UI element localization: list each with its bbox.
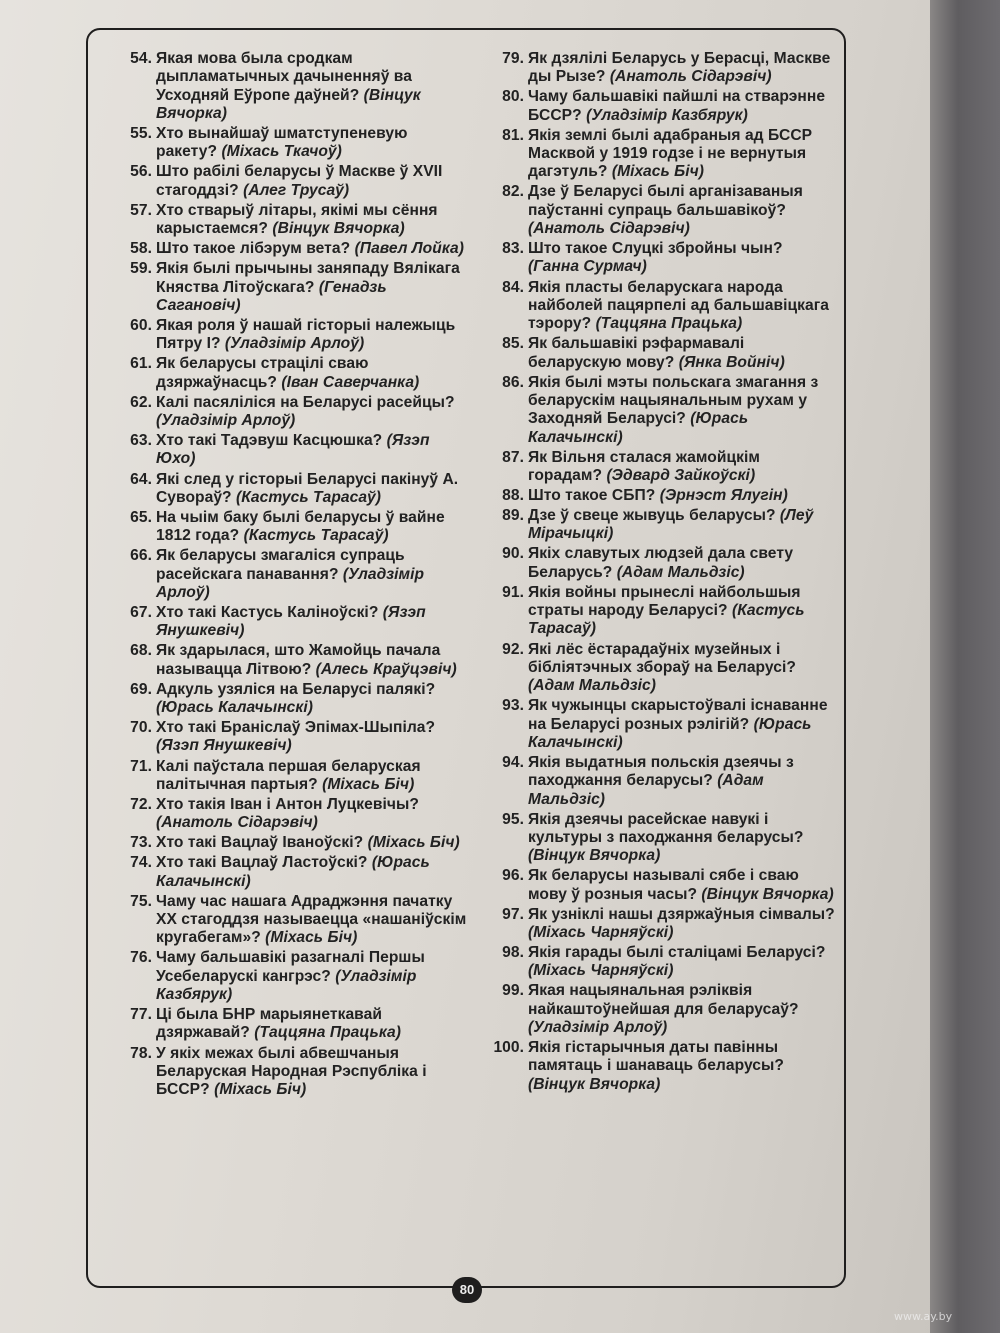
question-item (100, 260, 470, 315)
question-text: Якія выдатныя польскія дзеячы з паходжання беларусы? (528, 753, 794, 790)
question-body (528, 127, 835, 182)
question-number: 58. (130, 240, 152, 258)
question-item (470, 545, 835, 582)
question-number: 81. (502, 126, 524, 144)
question-text: Хто вынайшаў шматступеневую ракету? (156, 124, 408, 161)
right-question-column (470, 50, 835, 1096)
question-item (470, 641, 835, 696)
question-item (100, 163, 470, 200)
question-author: (Міхась Ткачоў) (221, 143, 342, 161)
question-item (470, 584, 835, 639)
question-author: (Адам Мальдзіс) (528, 772, 764, 808)
question-item (470, 811, 835, 866)
question-author: (Таццяна Працька) (254, 1024, 401, 1042)
question-item (470, 507, 835, 544)
question-body (156, 719, 470, 756)
question-author: (Вінцук Вячорка) (528, 1075, 661, 1093)
question-text: Якія войны прынеслі найбольшыя страты народу Беларусі? (528, 583, 801, 620)
question-body (156, 240, 470, 258)
question-item (100, 719, 470, 756)
question-item (470, 449, 835, 486)
question-text: Як беларусы называлі сябе і сваю мову ў розныя часы? (528, 867, 799, 903)
question-number: 55. (130, 124, 152, 142)
question-author: (Кастусь Тарасаў) (243, 527, 389, 545)
question-body (528, 50, 835, 87)
question-body (528, 240, 835, 277)
question-text: Хто такі Вацлаў Іваноўскі? (156, 834, 364, 852)
question-number: 54. (130, 50, 152, 67)
question-author: (Язэп Янушкевіч) (156, 737, 292, 755)
question-author: (Міхась Біч) (322, 775, 415, 793)
question-body (156, 796, 470, 833)
question-body (528, 545, 835, 582)
question-body (156, 893, 470, 948)
question-text: Якія дзеячы расейскае навукі і культуры з паходжання беларусы? (528, 810, 804, 846)
question-number: 79. (502, 50, 524, 67)
question-text: Якая мова была сродкам дыпламатычных дачыненняў ва Усходняй Еўропе даўней? (156, 50, 412, 104)
question-text: Як бальшавікі рэфармавалі беларускую мову? (528, 335, 745, 371)
question-body (528, 697, 835, 752)
question-body (528, 183, 835, 238)
question-body (156, 604, 470, 641)
question-text: Чаму бальшавікі разагналі Першы Усебеларускі кангрэс? (156, 949, 425, 985)
question-text: Чаму час нашага Адраджэння пачатку XX стагоддзя называецца «нашаніўскім кругабегам»? (156, 892, 467, 947)
question-item (100, 509, 470, 546)
question-body (528, 641, 835, 696)
question-item (470, 374, 835, 447)
question-number: 84. (502, 278, 524, 296)
question-text: Якія гістарычныя даты павінны памятаць і шанаваць беларусы? (528, 1039, 784, 1075)
question-author: (Адам Мальдзіс) (528, 677, 656, 695)
question-author: (Міхась Біч) (611, 163, 705, 181)
question-item (470, 50, 835, 87)
question-item (100, 834, 470, 852)
question-number: 80. (502, 88, 524, 106)
question-text: Якія землі былі адабраныя ад БССР Масквой у 1919 годзе і не вернутыя дагэтуль? (528, 126, 813, 181)
question-item (470, 335, 835, 372)
question-body (156, 854, 470, 891)
question-text: Як узніклі нашы дзяржаўныя сімвалы? (528, 905, 835, 923)
question-text: Хто такі Тадэвуш Касцюшка? (156, 432, 383, 450)
question-number: 95. (502, 810, 524, 828)
question-author: (Анатоль Сідарэвіч) (528, 220, 690, 238)
question-number: 59. (130, 260, 152, 278)
question-text: Якія гарады былі сталіцамі Беларусі? (528, 944, 826, 962)
question-author: (Вінцук Вячорка) (528, 847, 661, 865)
question-author: (Эдвард Зайкоўскі) (606, 466, 756, 484)
question-body (156, 471, 470, 508)
question-number: 99. (502, 982, 524, 1000)
question-item (100, 854, 470, 891)
question-item (100, 681, 470, 718)
question-author: (Уладзімір Казбярук) (156, 967, 417, 1004)
question-number: 77. (130, 1006, 152, 1024)
question-number: 65. (130, 508, 152, 526)
question-author: (Эрнэст Ялугін) (659, 487, 788, 504)
question-body (156, 681, 470, 718)
question-item (470, 183, 835, 238)
question-text: Хто такі Браніслаў Эпімах-Шыпіла? (156, 719, 436, 737)
question-text: Калі пасяліліся на Беларусі расейцы? (156, 393, 455, 411)
question-text: Чаму бальшавікі пайшлі на стварэнне БССР? (528, 88, 826, 124)
question-body (528, 88, 835, 125)
question-number: 62. (130, 393, 152, 411)
question-author: (Міхась Біч) (214, 1081, 307, 1099)
question-author: (Янка Войніч) (678, 353, 785, 371)
question-body (156, 163, 470, 200)
question-number: 83. (502, 240, 524, 258)
question-number: 71. (130, 757, 152, 775)
question-text: Як дзялілі Беларусь у Берасці, Маскве ды Рызе? (528, 50, 831, 86)
question-number: 76. (130, 949, 152, 967)
question-body (156, 432, 470, 469)
question-body (156, 1006, 470, 1043)
question-author: (Уладзімір Арлоў) (156, 565, 425, 601)
question-body (528, 279, 835, 334)
question-author: (Вінцук Вячорка) (156, 86, 421, 122)
question-author: (Іван Саверчанка) (281, 373, 420, 391)
question-text: Які лёс ёстарадаўніх музейных і бібліятэчных збораў на Беларусі? (528, 640, 796, 676)
question-number: 61. (130, 355, 152, 373)
question-text: Што такое СБП? (528, 487, 656, 504)
question-number: 97. (502, 905, 524, 923)
question-body (156, 50, 470, 123)
question-number: 66. (130, 547, 152, 565)
question-number: 92. (502, 640, 524, 658)
question-text: Як беларусы змагаліся супраць расейскага панавання? (156, 547, 405, 583)
question-item (100, 547, 470, 602)
question-body (528, 449, 835, 486)
question-author: (Алесь Краўцэвіч) (315, 660, 457, 678)
question-number: 86. (502, 373, 524, 391)
page-number: 80 (452, 1277, 482, 1303)
question-number: 63. (130, 432, 152, 450)
question-author: (Алег Трусаў) (243, 181, 350, 199)
question-text: Што рабілі беларусы ў Маскве ў XVII стагоддзі? (156, 163, 443, 199)
question-text: Які след у гісторыі Беларусі пакінуў А. Сувораў? (156, 470, 459, 506)
question-item (470, 88, 835, 125)
page-edge-shadow (930, 0, 1000, 1333)
question-item (100, 893, 470, 948)
question-text: У якіх межах былі абвешчаныя Беларуская Народная Рэспубліка і БССР? (156, 1044, 427, 1099)
question-number: 67. (130, 603, 152, 621)
question-item (470, 697, 835, 752)
question-item (100, 240, 470, 258)
question-author: (Вінцук Вячорка) (272, 220, 405, 238)
question-number: 87. (502, 448, 524, 466)
question-number: 91. (502, 583, 524, 601)
question-text: Што такое Слуцкі збройны чын? (528, 240, 783, 258)
question-text: На чыім баку былі беларусы ў вайне 1812 года? (156, 508, 445, 545)
question-author: (Міхась Чарняўскі) (528, 962, 674, 980)
left-question-column (100, 50, 470, 1101)
question-text: Якая нацыянальная рэліквія найкаштоўнейшая для беларусаў? (528, 982, 799, 1018)
question-author: (Адам Мальдзіс) (616, 563, 745, 581)
question-item (100, 1006, 470, 1043)
question-author: (Міхась Біч) (367, 834, 460, 852)
question-item (100, 758, 470, 795)
question-number: 85. (502, 335, 524, 353)
question-body (156, 394, 470, 431)
question-number: 72. (130, 795, 152, 813)
question-item (100, 949, 470, 1004)
question-text: Хто такі Кастусь Каліноўскі? (156, 603, 379, 621)
question-text: Як здарылася, што Жамойць пачала называцца Літвою? (156, 642, 441, 678)
question-item (100, 1045, 470, 1100)
question-number: 60. (130, 316, 152, 334)
question-body (156, 260, 470, 315)
question-text: Хто стварыў літары, якімі мы сёння карыстаемся? (156, 201, 438, 238)
question-item (470, 279, 835, 334)
question-number: 56. (130, 163, 152, 181)
question-body (156, 758, 470, 795)
question-body (156, 509, 470, 546)
question-text: Ці была БНР марыянеткавай дзяржавай? (156, 1006, 382, 1042)
question-body (156, 834, 470, 852)
question-number: 88. (502, 487, 524, 504)
question-number: 89. (502, 507, 524, 525)
question-author: (Язэп Юхо) (156, 432, 430, 468)
question-number: 90. (502, 545, 524, 563)
question-text: Дзе ў Беларусі былі арганізаваныя паўстанні супраць бальшавікоў? (528, 183, 803, 219)
question-author: (Уладзімір Казбярук) (586, 106, 748, 124)
question-author: (Леў Мірачыцкі) (528, 507, 814, 543)
question-number: 70. (130, 719, 152, 737)
question-author: (Таццяна Працька) (595, 315, 743, 333)
question-author: (Юрась Калачынскі) (156, 699, 313, 717)
question-text: Адкуль узяліся на Беларусі палякі? (156, 680, 436, 698)
question-body (156, 547, 470, 602)
question-text: Якія былі прычыны заняпаду Вялікага Княства Літоўскага? (156, 260, 460, 296)
question-item (470, 944, 835, 981)
question-text: Хто такі Вацлаў Ластоўскі? (156, 854, 368, 872)
question-text: Якія былі мэты польскага змагання з беларускім нацыянальным рухам у Заходняй Беларусі? (528, 373, 819, 428)
question-author: (Міхась Чарняўскі) (528, 924, 674, 941)
question-item (470, 1039, 835, 1094)
question-author: (Кастусь Тарасаў) (528, 602, 805, 638)
question-item (470, 906, 835, 943)
question-body (156, 317, 470, 354)
question-body (528, 906, 835, 943)
question-author: (Уладзімір Арлоў) (528, 1019, 668, 1037)
question-item (100, 604, 470, 641)
question-item (470, 982, 835, 1037)
question-author: (Уладзімір Арлоў) (224, 335, 365, 353)
watermark: www.ay.by (894, 1310, 953, 1323)
question-item (100, 642, 470, 679)
question-item (100, 202, 470, 239)
question-author: (Ганна Сурмач) (528, 258, 647, 276)
question-item (100, 796, 470, 833)
question-item (470, 240, 835, 277)
question-number: 69. (130, 680, 152, 698)
question-item (100, 471, 470, 508)
question-number: 57. (130, 201, 152, 219)
question-item (100, 317, 470, 354)
question-body (156, 355, 470, 392)
question-body (528, 335, 835, 372)
question-author: (Анатоль Сідарэвіч) (609, 68, 772, 86)
question-number: 100. (493, 1039, 524, 1057)
question-body (528, 982, 835, 1037)
question-number: 68. (130, 642, 152, 660)
question-body (528, 867, 835, 904)
question-text: Якіх славутых людзей дала свету Беларусь? (528, 545, 794, 581)
question-body (528, 374, 835, 447)
question-body (156, 202, 470, 239)
question-number: 82. (502, 183, 524, 201)
question-number: 73. (130, 834, 152, 852)
question-author: (Міхась Біч) (265, 929, 358, 947)
question-item (100, 355, 470, 392)
question-text: Як Вільня сталася жамойцкім горадам? (528, 448, 760, 484)
question-body (528, 1039, 835, 1094)
question-item (100, 125, 470, 162)
question-item (470, 754, 835, 809)
question-number: 96. (502, 867, 524, 885)
question-author: (Павел Лойка) (354, 240, 464, 258)
question-text: Дзе ў свеце жывуць беларусы? (528, 507, 776, 525)
question-body (156, 1045, 470, 1100)
question-item (470, 127, 835, 182)
question-author: (Юрась Калачынскі) (528, 410, 749, 446)
question-body (528, 487, 835, 505)
question-number: 64. (130, 470, 152, 488)
question-number: 75. (130, 892, 152, 910)
question-item (100, 432, 470, 469)
question-body (528, 507, 835, 544)
question-item (470, 487, 835, 505)
question-number: 98. (502, 944, 524, 962)
question-body (156, 125, 470, 162)
question-author: (Уладзімір Арлоў) (156, 412, 296, 430)
question-author: (Юрась Калачынскі) (156, 854, 430, 890)
question-body (156, 642, 470, 679)
question-text: Хто такія Іван і Антон Луцкевічы? (156, 795, 419, 813)
question-author: (Генадзь Сагановіч) (156, 278, 387, 314)
question-body (528, 944, 835, 981)
question-author: (Анатоль Сідарэвіч) (156, 814, 318, 832)
question-number: 78. (130, 1044, 152, 1062)
question-text: Як беларусы страцілі сваю дзяржаўнасць? (156, 355, 369, 391)
question-item (100, 394, 470, 431)
question-number: 74. (130, 854, 152, 872)
question-author: (Язэп Янушкевіч) (156, 603, 426, 640)
question-body (156, 949, 470, 1004)
question-author: (Вінцук Вячорка) (701, 885, 834, 903)
question-text: Якія пласты беларускага народа найболей пацярпелі ад бальшавіцкага тэрору? (528, 278, 829, 333)
question-text: Калі паўстала першая беларуская палітычная партыя? (156, 757, 421, 793)
question-text: Што такое лібэрум вета? (156, 240, 351, 258)
question-body (528, 584, 835, 639)
question-number: 94. (502, 753, 524, 771)
question-body (528, 811, 835, 866)
question-text: Як чужынцы скарыстоўвалі існаванне на Беларусі розных рэлігій? (528, 697, 828, 733)
question-item (100, 50, 470, 123)
question-text: Якая роля ў нашай гісторыі належыць Пятру І? (156, 316, 456, 353)
question-number: 93. (502, 697, 524, 715)
question-author: (Кастусь Тарасаў) (236, 488, 382, 506)
question-item (470, 867, 835, 904)
question-author: (Юрась Калачынскі) (528, 715, 812, 751)
question-body (528, 754, 835, 809)
